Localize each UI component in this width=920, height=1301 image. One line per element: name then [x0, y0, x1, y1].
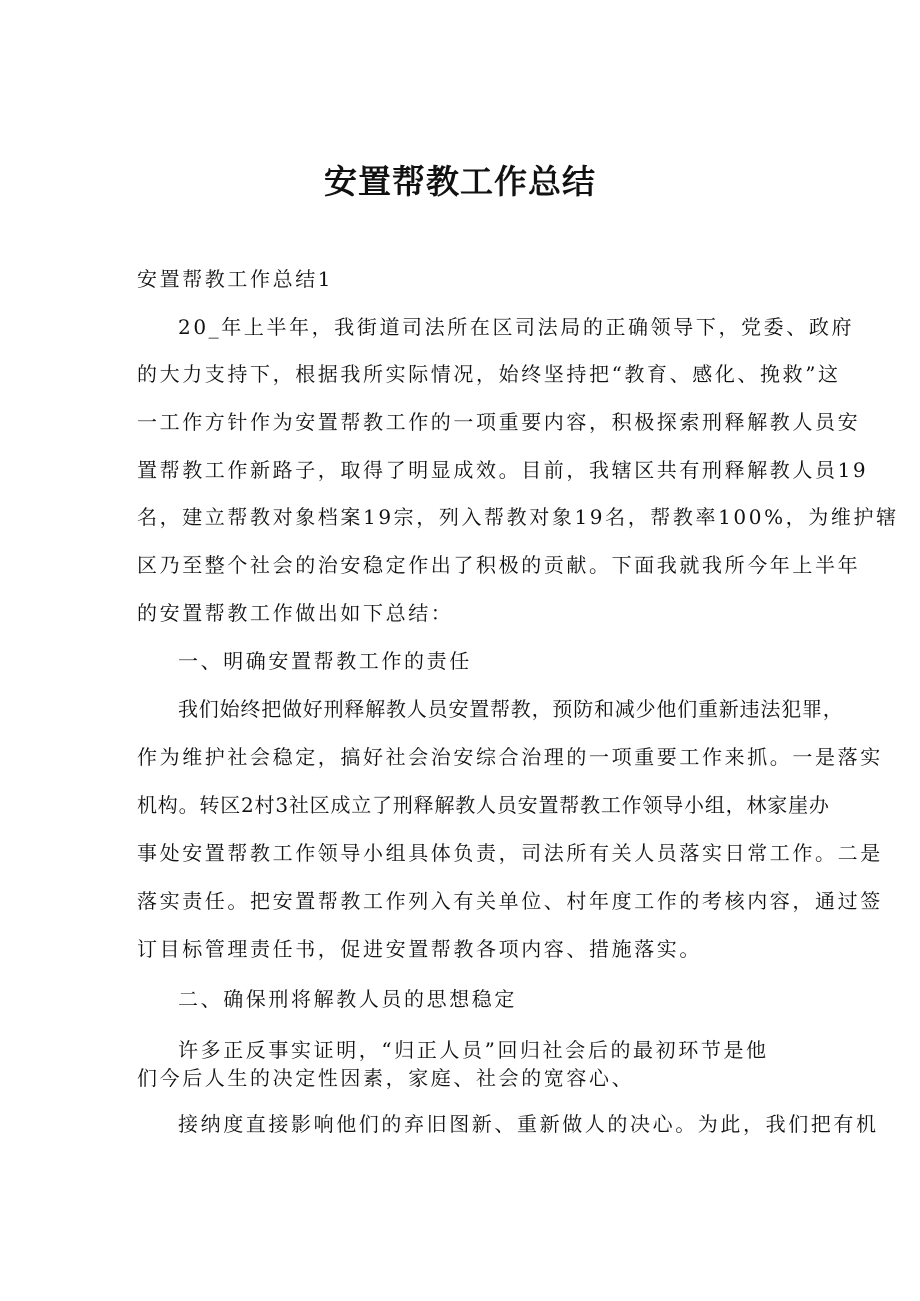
paragraph-line: 接纳度直接影响他们的弃旧图新、重新做人的决心。为此，我们把有机	[178, 1112, 879, 1136]
paragraph-line: 名，建立帮教对象档案19宗，列入帮教对象19名，帮教率100%，为维护辖	[137, 505, 899, 529]
paragraph-line: 20_年上半年，我街道司法所在区司法局的正确领导下，党委、政府	[178, 315, 855, 339]
paragraph-line: 事处安置帮教工作领导小组具体负责，司法所有关人员落实日常工作。二是	[137, 841, 883, 865]
subheading-responsibility: 一、明确安置帮教工作的责任	[178, 649, 472, 673]
paragraph-line: 一工作方针作为安置帮教工作的一项重要内容，积极探索刑释解教人员安	[137, 410, 861, 434]
section-heading-1: 安置帮教工作总结1	[137, 267, 334, 291]
paragraph-line: 落实责任。把安置帮教工作列入有关单位、村年度工作的考核内容，通过签	[137, 889, 883, 913]
subheading-stability: 二、确保刑将解教人员的思想稳定	[178, 987, 517, 1011]
paragraph-line: 作为维护社会稳定，搞好社会治安综合治理的一项重要工作来抓。一是落实	[137, 745, 883, 769]
paragraph-line: 置帮教工作新路子，取得了明显成效。目前，我辖区共有刑释解教人员19	[137, 458, 869, 482]
paragraph-line: 们今后人生的决定性因素，家庭、社会的宽容心、	[137, 1066, 635, 1090]
document-title: 安置帮教工作总结	[324, 162, 596, 201]
paragraph-line: 的安置帮教工作做出如下总结：	[137, 601, 454, 625]
paragraph-line: 的大力支持下，根据我所实际情况，始终坚持把“教育、感化、挽救”这	[137, 362, 841, 386]
paragraph-line: 订目标管理责任书，促进安置帮教各项内容、措施落实。	[137, 937, 702, 961]
paragraph-line: 机构。转区2村3社区成立了刑释解教人员安置帮教工作领导小组，林家崖办	[137, 793, 830, 817]
paragraph-line: 我们始终把做好刑释解教人员安置帮教，预防和减少他们重新违法犯罪，	[178, 697, 844, 721]
paragraph-line: 区乃至整个社会的治安稳定作出了积极的贡献。下面我就我所今年上半年	[137, 553, 861, 577]
paragraph-line: 许多正反事实证明，“归正人员”回归社会后的最初环节是他	[178, 1038, 769, 1062]
